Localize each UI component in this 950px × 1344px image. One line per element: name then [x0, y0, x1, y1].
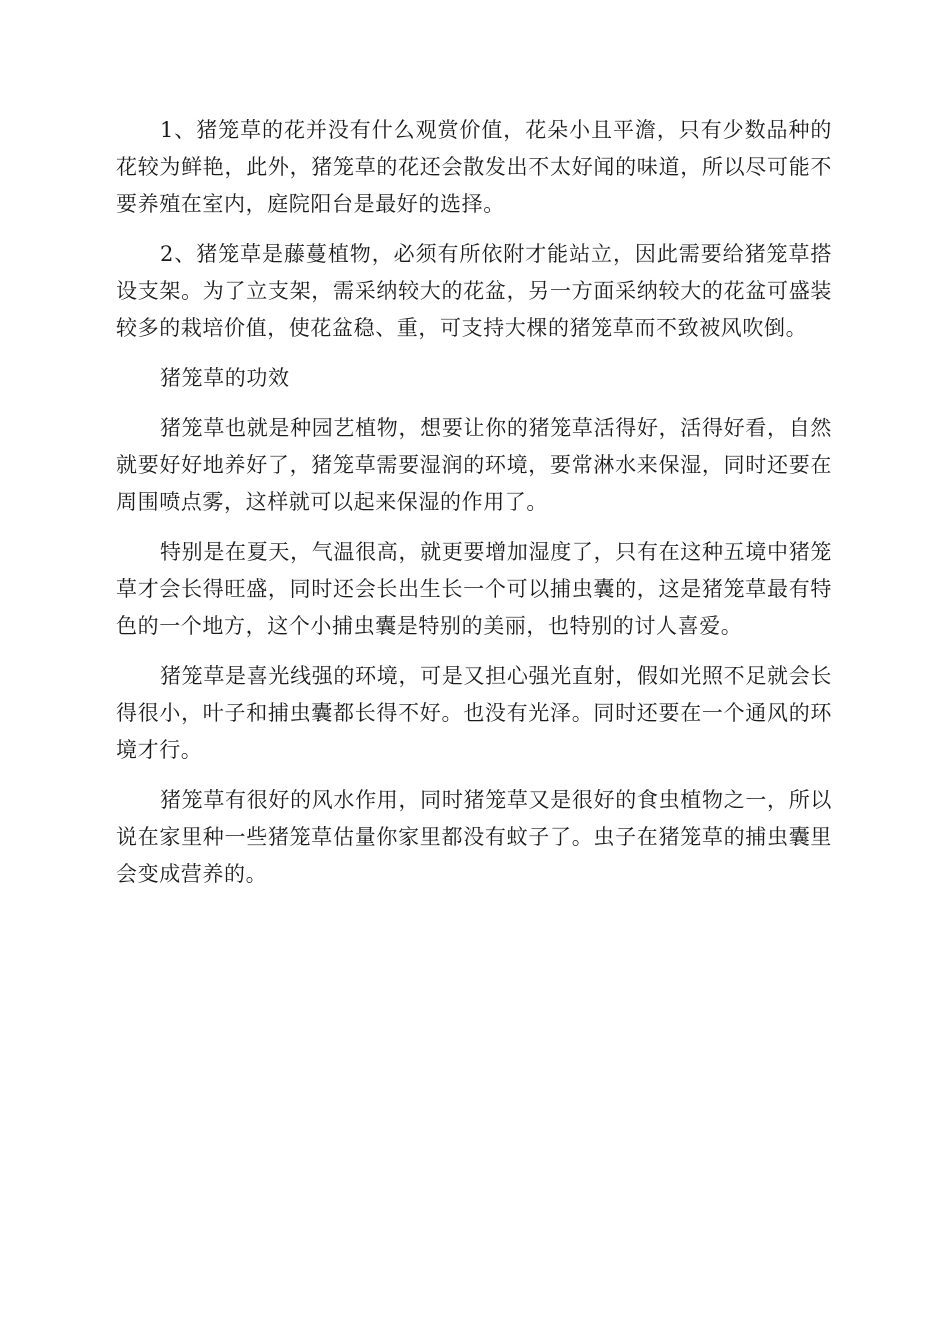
document-page	[116, 112, 832, 906]
paragraph-humidity: 猪笼草也就是种园艺植物，想要让你的猪笼草活得好，活得好看，自然就要好好地养好了，猪笼草需要湿润的环境，要常淋水来保湿，同时还要在周围喷点雾，这样就可以起来保湿的作用了。	[116, 416, 832, 514]
paragraph-light: 猪笼草是喜光线强的环境，可是又担心强光直射，假如光照不足就会长得很小，叶子和捕虫囊都长得不好。也没有光泽。同时还要在一个通风的环境才行。	[116, 664, 832, 762]
paragraph-summer: 特别是在夏天，气温很高，就更要增加湿度了，只有在这种五境中猪笼草才会长得旺盛，同时还会长出生长一个可以捕虫囊的，这是猪笼草最有特色的一个地方，这个小捕虫囊是特别的美丽，也特别的讨人喜爱。	[116, 540, 832, 638]
section-heading-benefits: 猪笼草的功效	[160, 366, 290, 390]
paragraph-support-frame: 2、猪笼草是藤蔓植物，必须有所依附才能站立，因此需要给猪笼草搭设支架。为了立支架，需采纳较大的花盆，另一方面采纳较大的花盆可盛装较多的栽培价值，使花盆稳、重，可支持大棵的猪笼草而不致被风吹倒。	[116, 242, 832, 340]
paragraph-flower-value: 1、猪笼草的花并没有什么观赏价值，花朵小且平澹，只有少数品种的花较为鲜艳，此外，猪笼草的花还会散发出不太好闻的味道，所以尽可能不要养殖在室内，庭院阳台是最好的选择。	[116, 118, 832, 216]
paragraph-fengshui: 猪笼草有很好的风水作用，同时猪笼草又是很好的食虫植物之一，所以说在家里种一些猪笼草估量你家里都没有蚊子了。虫子在猪笼草的捕虫囊里会变成营养的。	[116, 788, 832, 886]
